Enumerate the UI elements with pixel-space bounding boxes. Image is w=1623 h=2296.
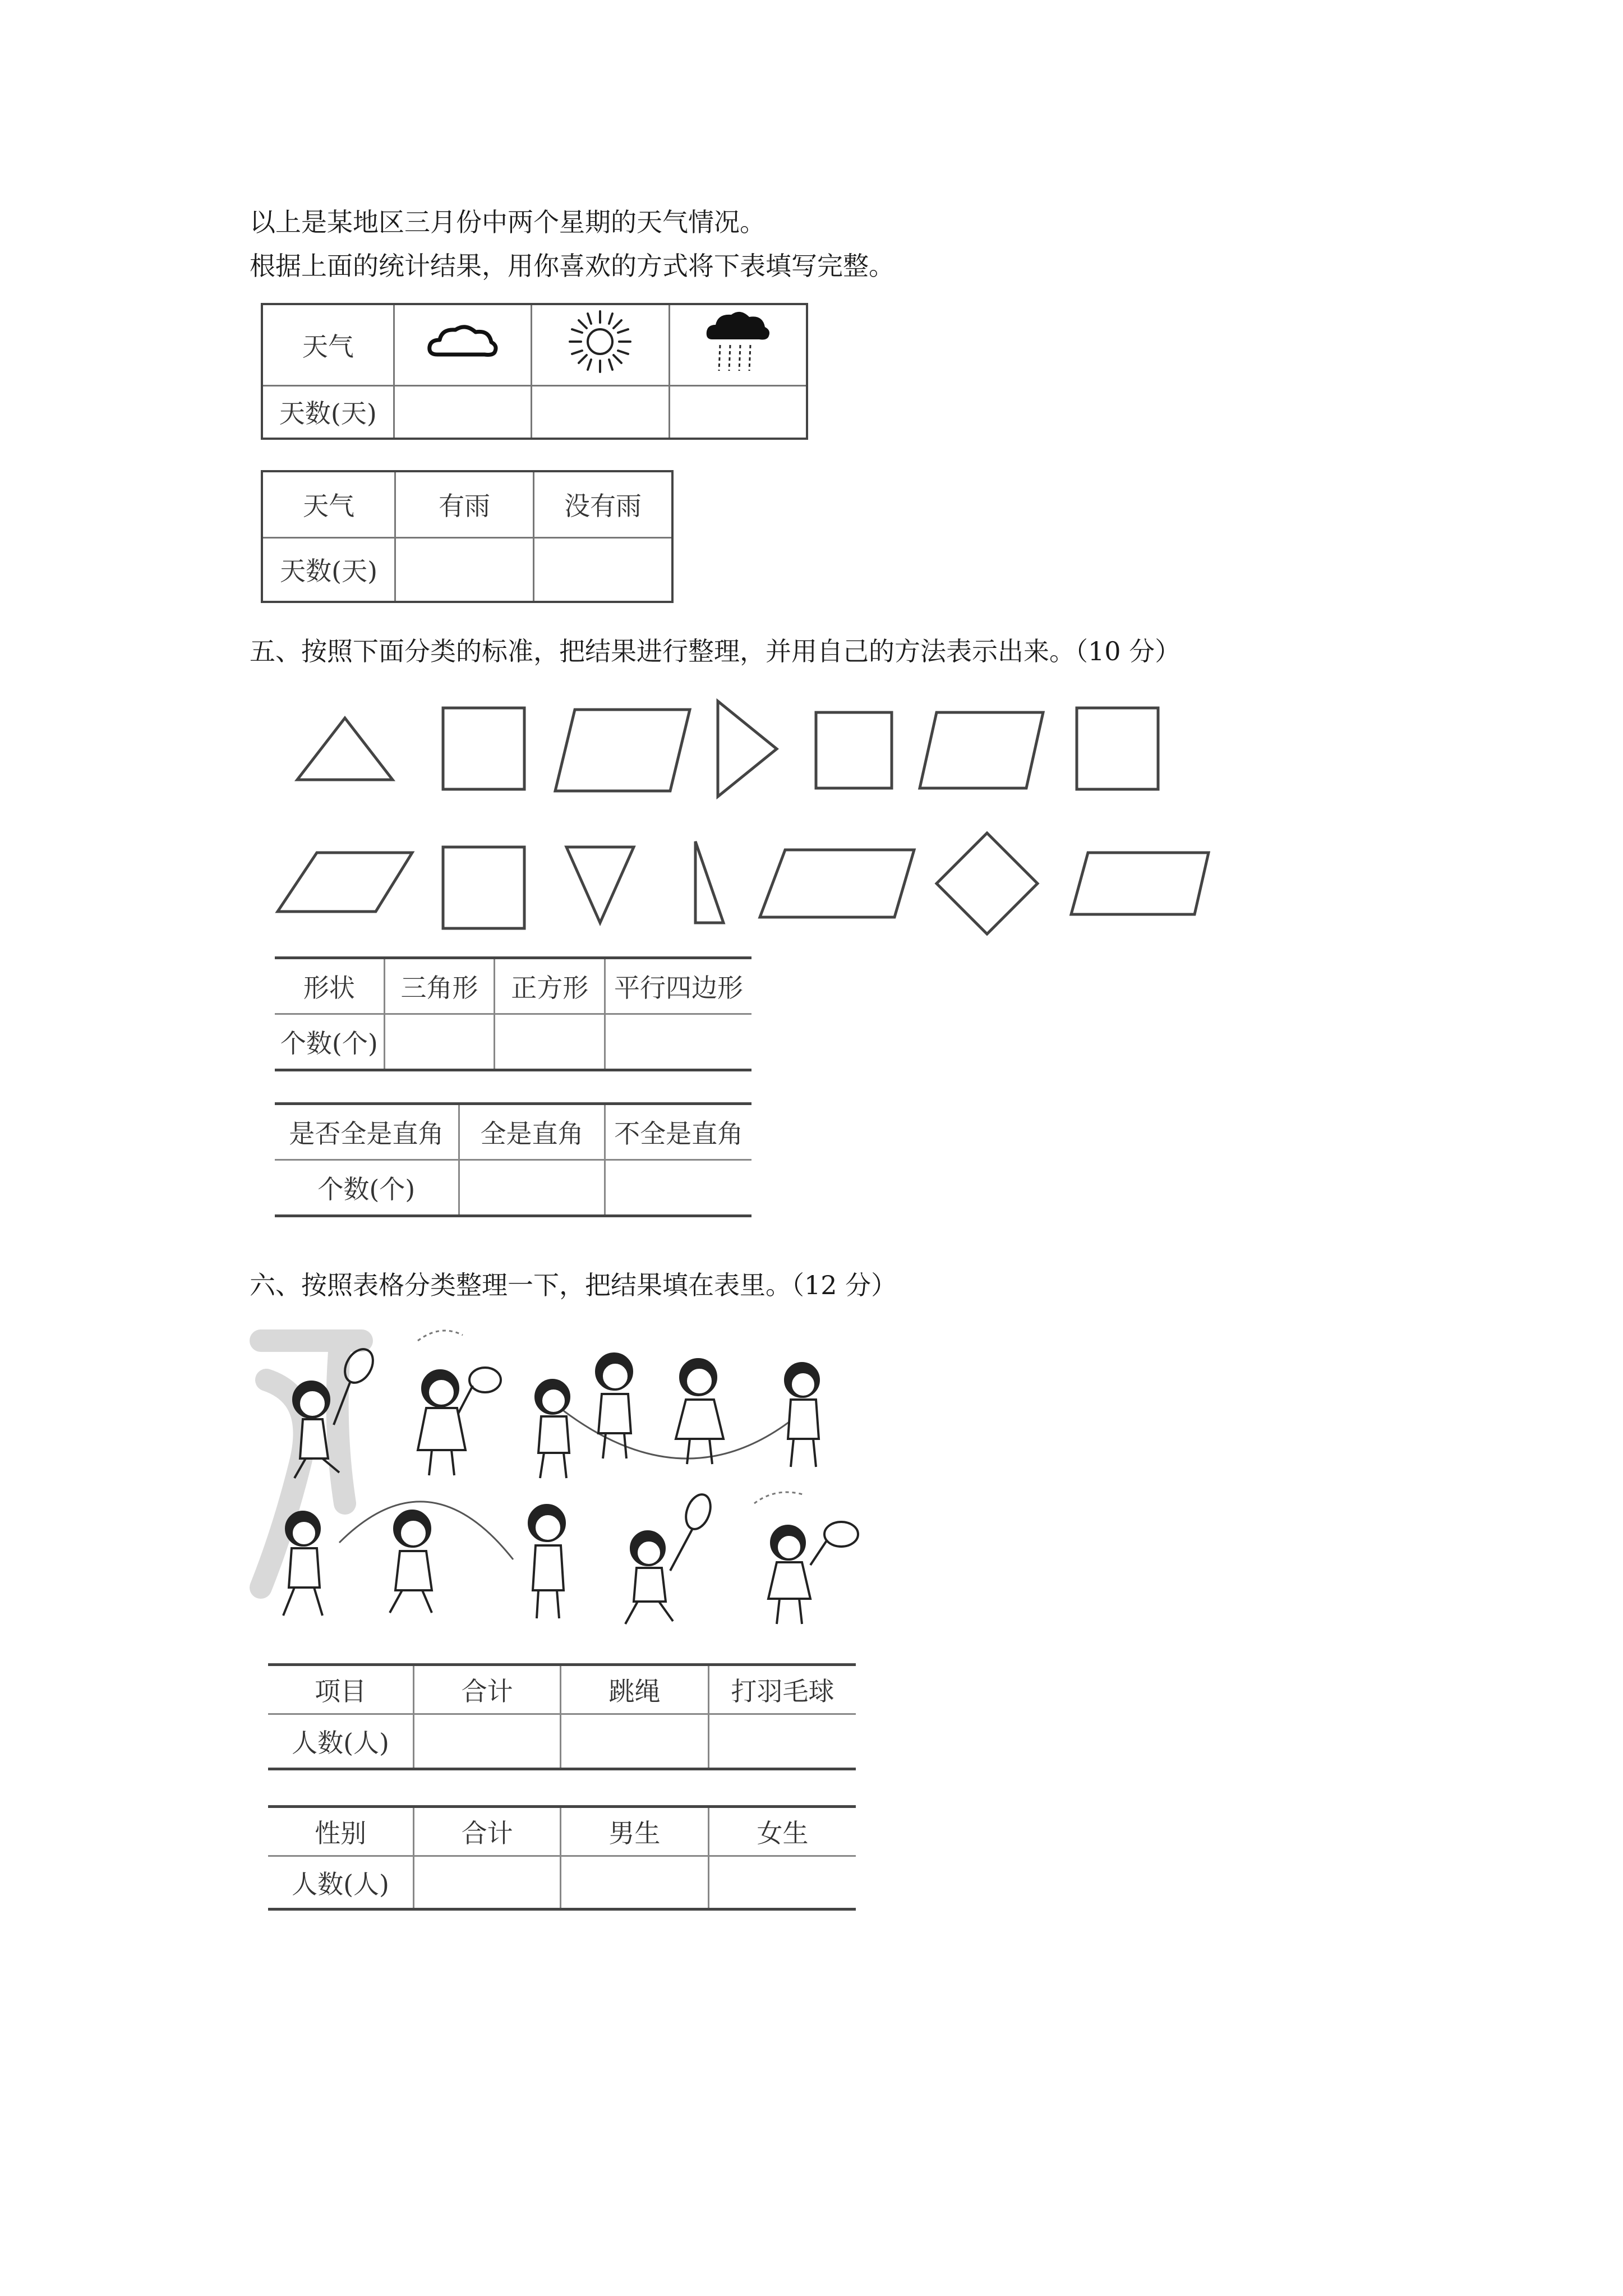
gender-total-cell[interactable] <box>414 1856 561 1910</box>
weather-cell-cloud <box>394 304 532 385</box>
days-label: 天数(天) <box>262 385 394 439</box>
parallelogram-shape <box>760 850 914 917</box>
section-5-heading: 五、按照下面分类的标准，把结果进行整理，并用自己的方法表示出来。（10 分） <box>250 636 1181 666</box>
weather-label: 天气 <box>262 304 394 385</box>
col-girls: 女生 <box>709 1807 856 1856</box>
angle-count-label: 个数(个) <box>275 1160 459 1216</box>
col-rain: 有雨 <box>395 471 534 537</box>
col-all-right: 全是直角 <box>459 1104 605 1160</box>
gender-count-table <box>268 1805 856 1911</box>
activity-total-cell[interactable] <box>414 1714 561 1769</box>
shapes-figure <box>264 684 1217 942</box>
days-rain-count-cell[interactable] <box>395 537 534 602</box>
col-boys: 男生 <box>561 1807 709 1856</box>
sun-icon <box>566 351 634 381</box>
rain-summary-table <box>261 470 674 603</box>
square-shape <box>937 833 1038 934</box>
not-all-right-count-cell[interactable] <box>605 1160 751 1216</box>
col-parallelogram: 平行四边形 <box>605 958 751 1014</box>
cloud-icon <box>426 337 499 367</box>
gender-count-label: 人数(人) <box>268 1856 414 1910</box>
col-not-all-right: 不全是直角 <box>605 1104 751 1160</box>
triangle-shape <box>297 718 393 780</box>
rain-icon <box>704 351 772 381</box>
triangle-shape <box>695 841 723 923</box>
days-cloud-cell[interactable] <box>394 385 532 439</box>
girls-count-cell[interactable] <box>709 1856 856 1910</box>
right-angle-table <box>275 1102 751 1217</box>
days-no-rain-count-cell[interactable] <box>534 537 672 602</box>
days-rain-cell[interactable] <box>669 385 807 439</box>
shape-count-table <box>275 956 751 1071</box>
weather-label-2: 天气 <box>262 471 395 537</box>
weather-cell-rain <box>669 304 807 385</box>
col-square: 正方形 <box>495 958 605 1014</box>
rope-count-cell[interactable] <box>561 1714 709 1769</box>
triangle-count-cell[interactable] <box>384 1014 495 1070</box>
intro-line-2: 根据上面的统计结果，用你喜欢的方式将下表填写完整。 <box>250 251 895 281</box>
boys-count-cell[interactable] <box>561 1856 709 1910</box>
col-badminton: 打羽毛球 <box>709 1665 856 1714</box>
badminton-count-cell[interactable] <box>709 1714 856 1769</box>
parallelogram-shape <box>555 710 690 791</box>
gender-header: 性别 <box>268 1807 414 1856</box>
col-triangle: 三角形 <box>384 958 495 1014</box>
square-shape <box>443 847 524 928</box>
activity-count-table <box>268 1663 856 1770</box>
square-shape <box>443 708 524 789</box>
shape-header: 形状 <box>275 958 384 1014</box>
days-sun-cell[interactable] <box>532 385 669 439</box>
square-count-cell[interactable] <box>495 1014 605 1070</box>
shape-count-label: 个数(个) <box>275 1014 384 1070</box>
square-shape <box>1077 708 1158 789</box>
all-right-count-cell[interactable] <box>459 1160 605 1216</box>
parallelogram-count-cell[interactable] <box>605 1014 751 1070</box>
angle-header: 是否全是直角 <box>275 1104 459 1160</box>
weather-icon-table <box>261 303 808 440</box>
col-activity-total: 合计 <box>414 1665 561 1714</box>
weather-cell-sun <box>532 304 669 385</box>
col-rope: 跳绳 <box>561 1665 709 1714</box>
days-label-2: 天数(天) <box>262 537 395 602</box>
col-no-rain: 没有雨 <box>534 471 672 537</box>
square-shape <box>816 712 892 788</box>
intro-line-1: 以上是某地区三月份中两个星期的天气情况。 <box>250 207 766 237</box>
children-activity-illustration <box>250 1318 872 1632</box>
parallelogram-shape <box>278 853 412 912</box>
triangle-shape <box>566 847 634 923</box>
activity-header: 项目 <box>268 1665 414 1714</box>
parallelogram-shape <box>920 712 1043 788</box>
parallelogram-shape <box>1071 853 1209 914</box>
activity-count-label: 人数(人) <box>268 1714 414 1769</box>
section-6-heading: 六、按照表格分类整理一下，把结果填在表里。（12 分） <box>250 1270 897 1300</box>
triangle-shape <box>718 701 777 797</box>
col-gender-total: 合计 <box>414 1807 561 1856</box>
